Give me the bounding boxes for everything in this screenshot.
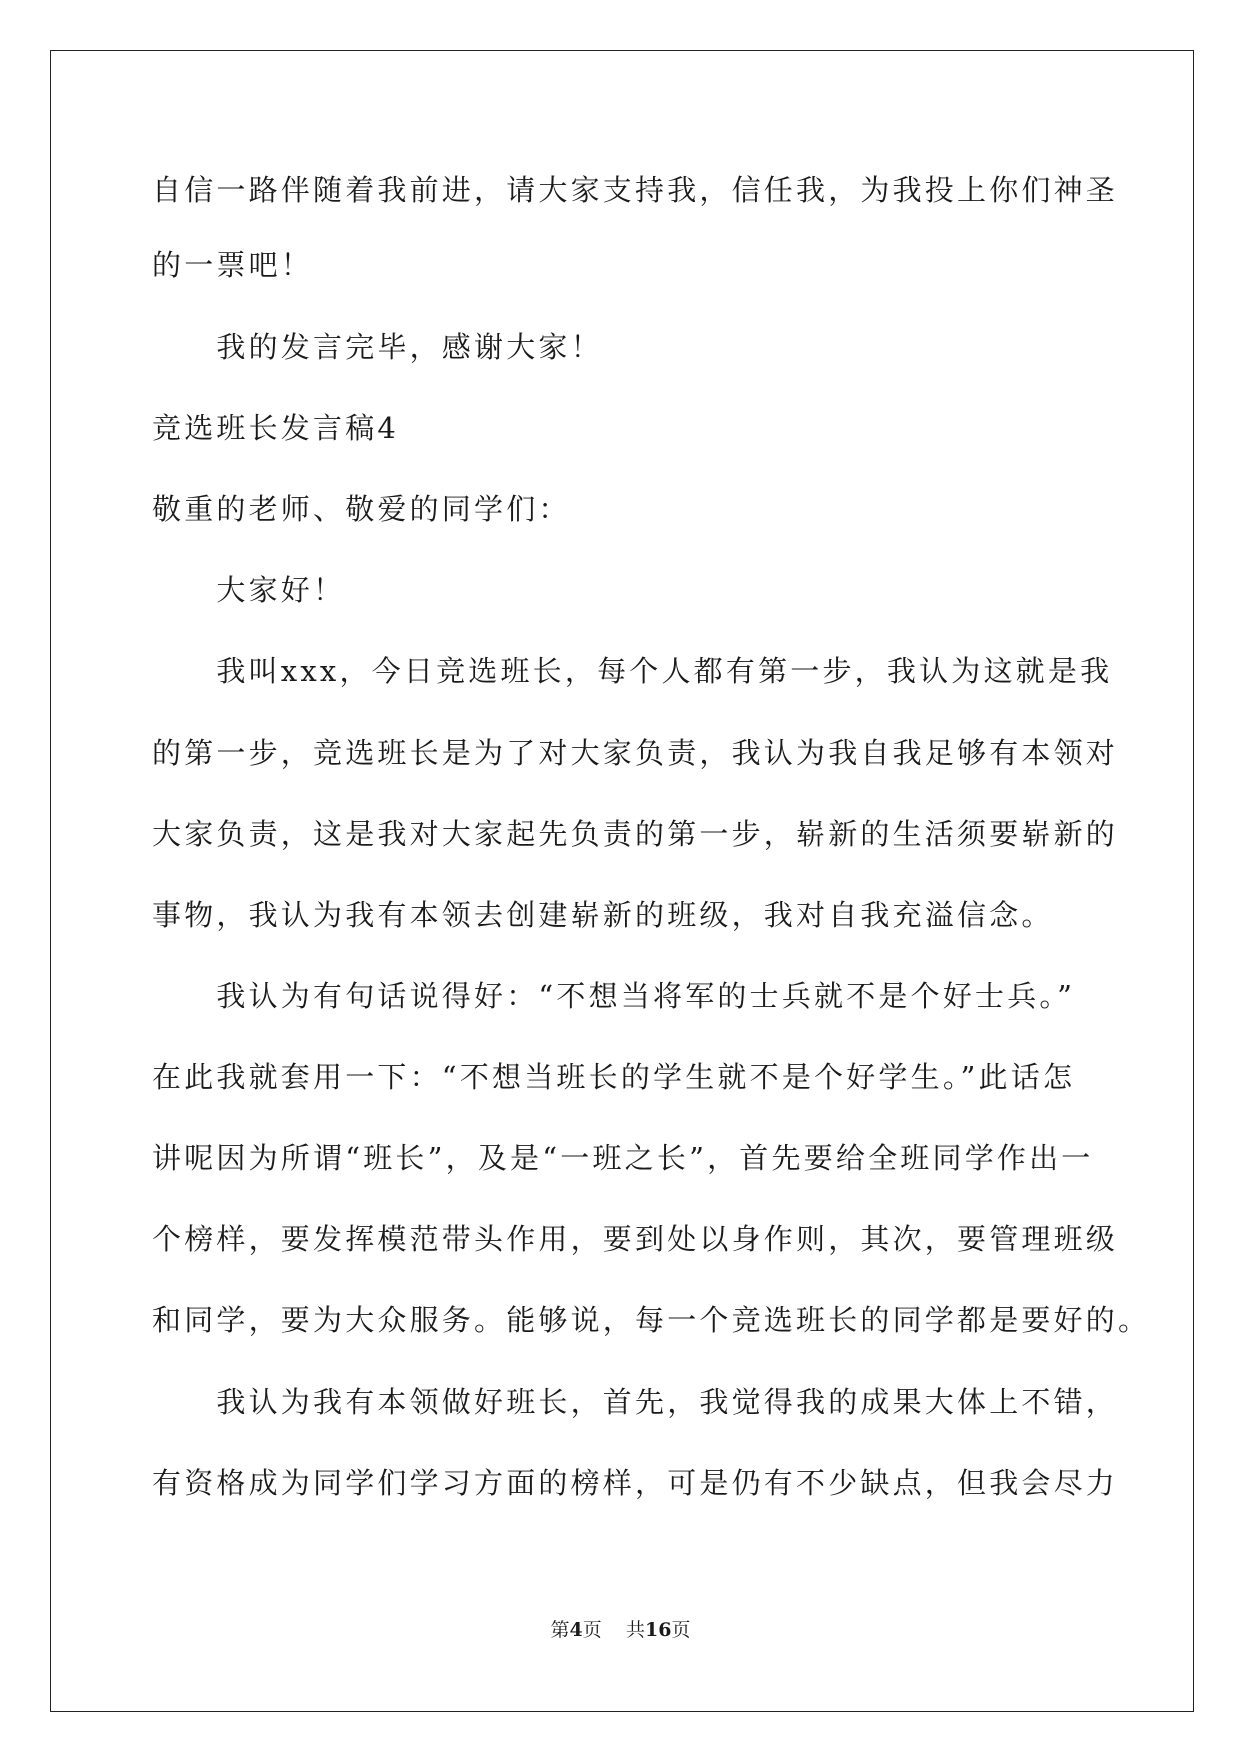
- body-line-13: 讲呢因为所谓“班长”，及是“一班之长”，首先要给全班同学作出一: [152, 1141, 1094, 1175]
- body-line-17: 有资格成为同学们学习方面的榜样，可是仍有不少缺点，但我会尽力: [152, 1466, 1119, 1500]
- body-line-9: 大家负责，这是我对大家起先负责的第一步，崭新的生活须要崭新的: [152, 817, 1119, 851]
- body-line-14: 个榜样，要发挥模范带头作用，要到处以身作则，其次，要管理班级: [152, 1222, 1119, 1256]
- total-prefix: 共: [625, 1619, 645, 1641]
- body-line-10: 事物，我认为我有本领去创建崭新的班级，我对自我充溢信念。: [152, 898, 1054, 932]
- page-prefix: 第: [550, 1619, 570, 1641]
- page-footer: [0, 1617, 1241, 1643]
- total-pages: 16: [644, 1619, 672, 1641]
- body-line-11: 我认为有句话说得好：“不想当将军的士兵就不是个好士兵。”: [152, 979, 1076, 1013]
- section-heading: 竞选班长发言稿4: [152, 411, 400, 445]
- body-line-7: 我叫xxx，今日竞选班长，每个人都有第一步，我认为这就是我: [152, 654, 1113, 688]
- closing-line: 我的发言完毕，感谢大家！: [152, 330, 603, 364]
- total-suffix: 页: [671, 1619, 691, 1641]
- greeting: 大家好！: [152, 573, 346, 607]
- body-line-2: 的一票吧！: [152, 248, 314, 282]
- salutation: 敬重的老师、敬爱的同学们：: [152, 492, 571, 526]
- page-suffix: 页: [582, 1619, 602, 1641]
- body-line-1: 自信一路伴随着我前进，请大家支持我，信任我，为我投上你们神圣: [152, 173, 1119, 207]
- body-line-15: 和同学，要为大众服务。能够说，每一个竞选班长的同学都是要好的。: [152, 1303, 1151, 1337]
- body-line-16: 我认为我有本领做好班长，首先，我觉得我的成果大体上不错，: [152, 1385, 1119, 1419]
- page-number: 4: [569, 1619, 583, 1641]
- body-line-12: 在此我就套用一下：“不想当班长的学生就不是个好学生。”此话怎: [152, 1060, 1076, 1094]
- body-line-8: 的第一步，竞选班长是为了对大家负责，我认为我自我足够有本领对: [152, 736, 1119, 770]
